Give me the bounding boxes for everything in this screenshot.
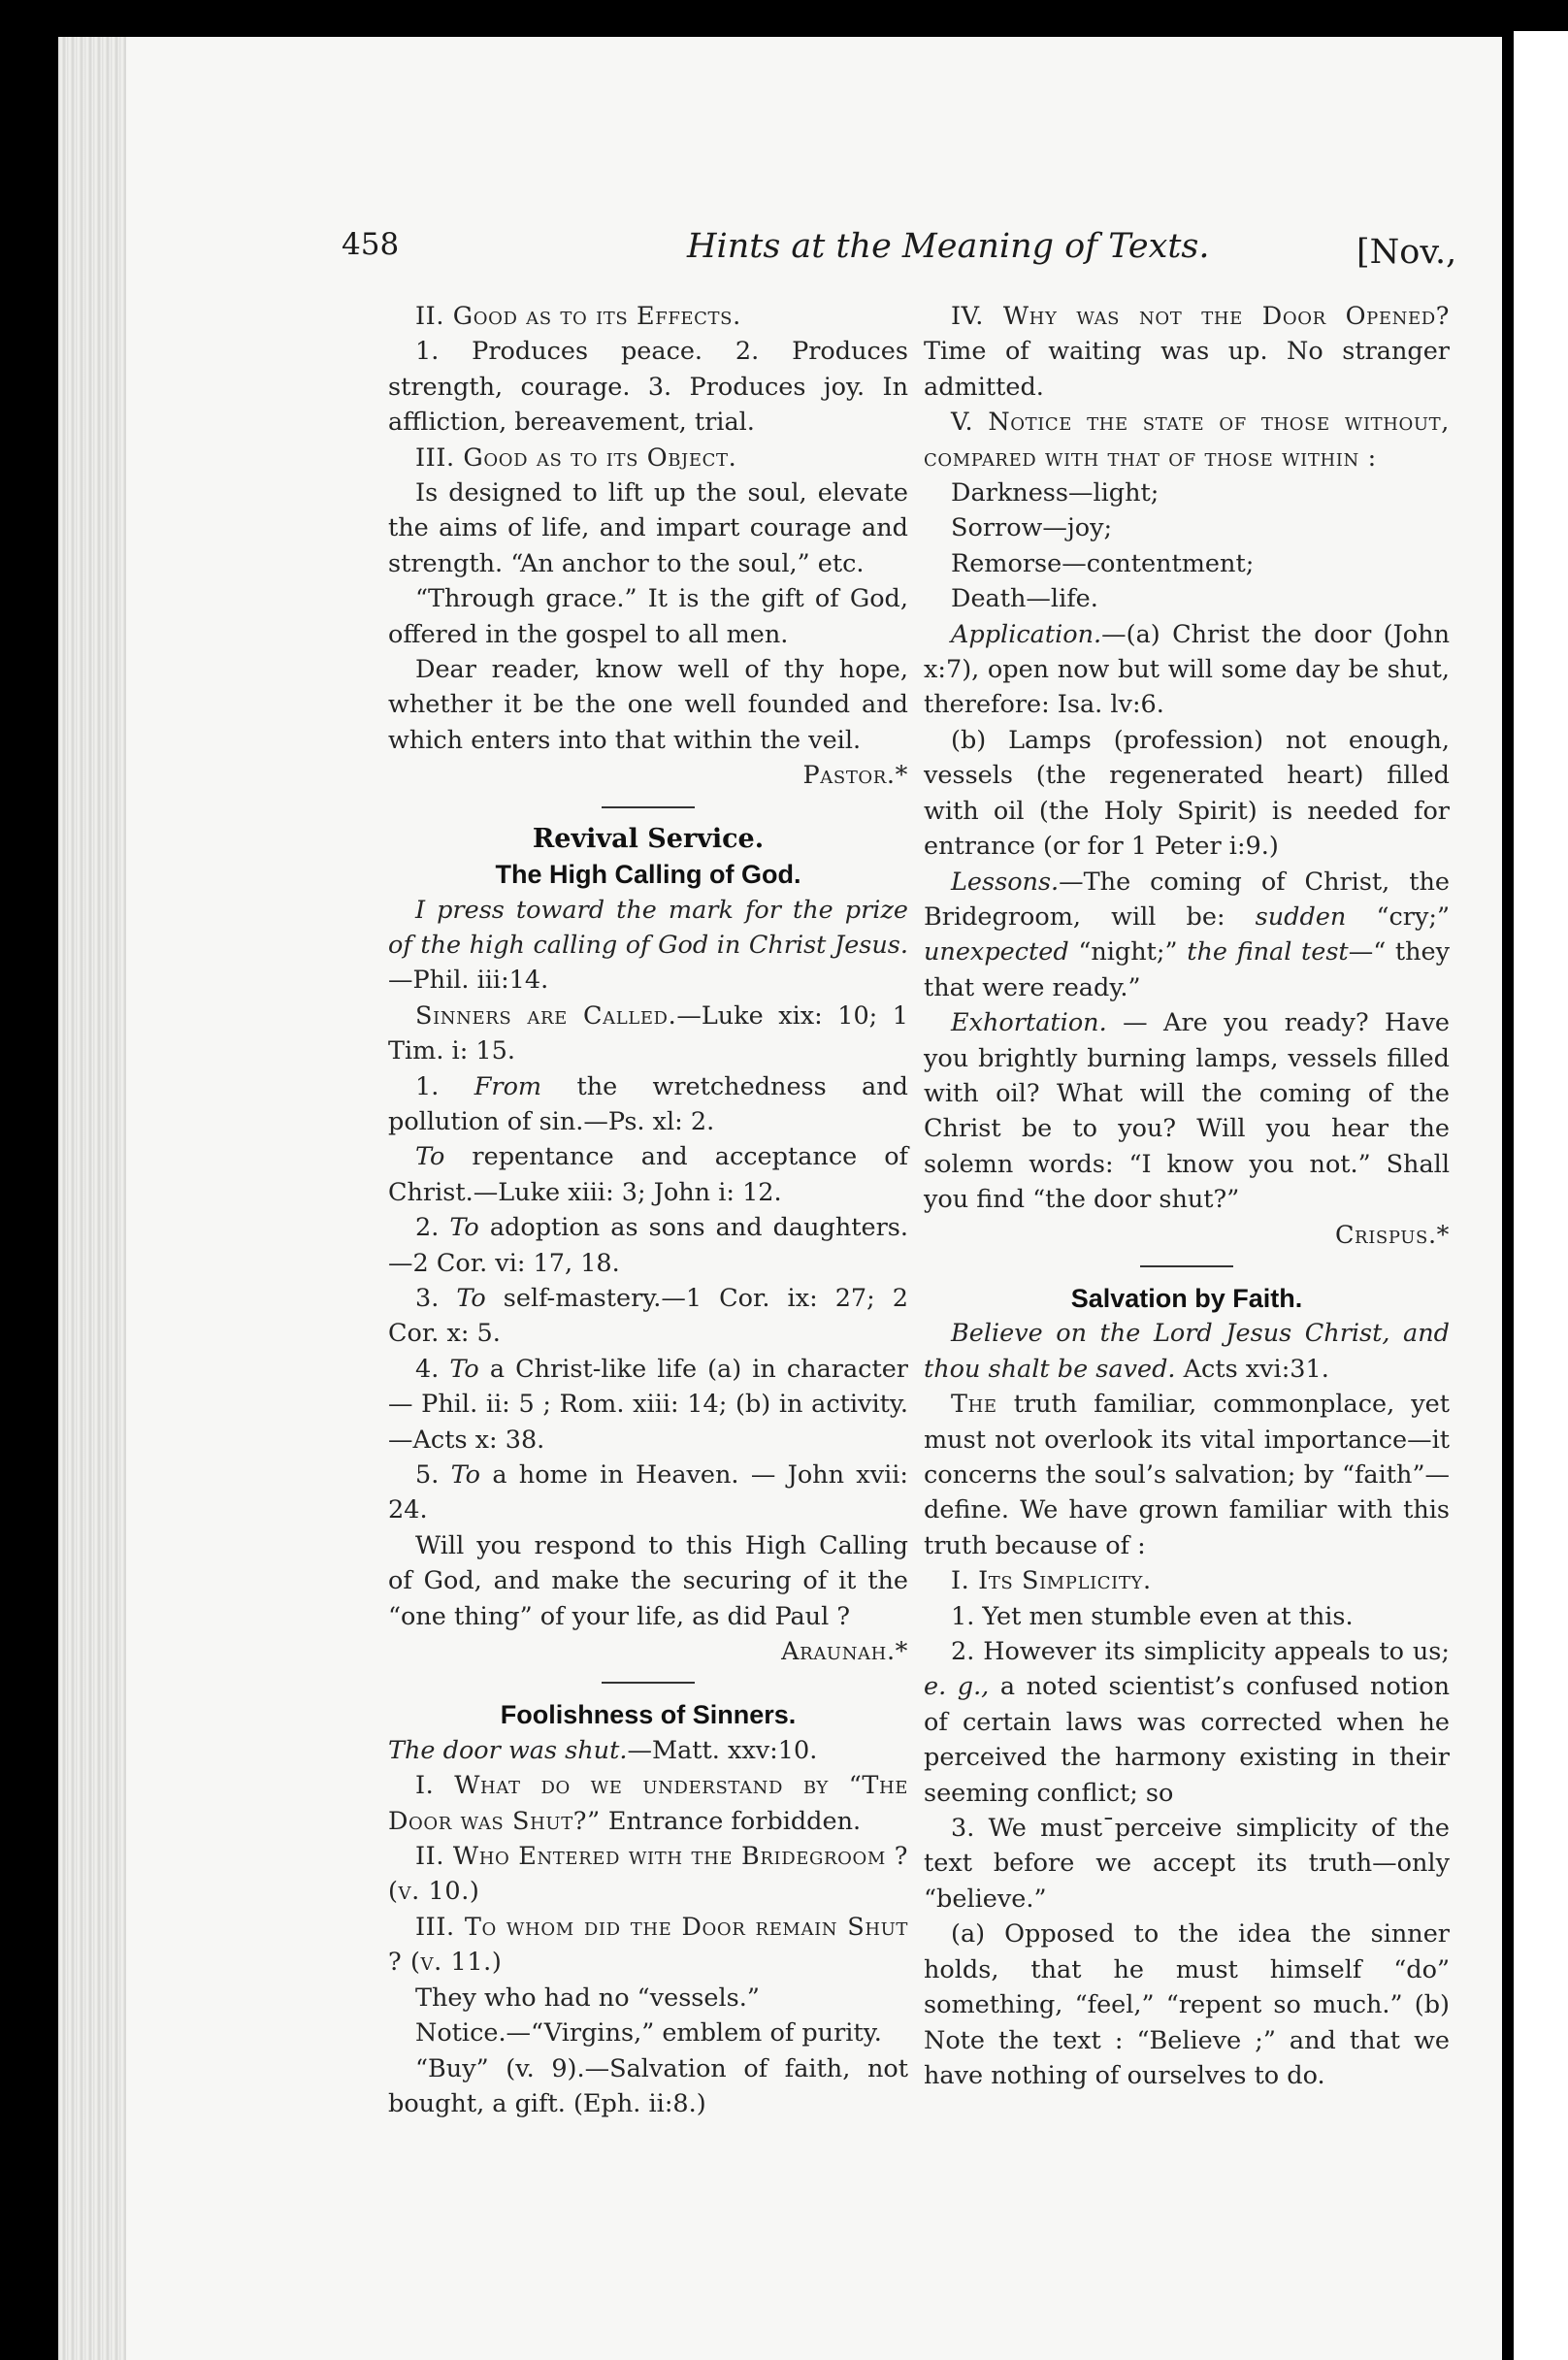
paragraph: Will you respond to this High Calling of God, and make the securing of it the “one thing” of your life, as did Paul ? (388, 1530, 908, 1631)
paragraph: (a) Opposed to the idea the sinner holds, that he must himself “do” something, “feel,” “repent so much.” (b) Note the text : “Believe ;” and that we have nothing of ourselves to do. (924, 1919, 1450, 2090)
paragraph: Application.—(a) Christ the door (John x:7), open now but will some day be shut, therefore: Isa. lv:6. (924, 619, 1450, 720)
running-head: Hints at the Meaning of Texts. (687, 227, 1210, 266)
facing-page-edge (1514, 31, 1568, 2360)
scripture-text (388, 893, 908, 999)
paragraph: They who had no “vessels.” (415, 1983, 760, 2013)
paragraph: Dear reader, know well of thy hope, whether it be the one well founded and which enters into that within the veil. (388, 655, 908, 755)
paragraph: 2. However its simplicity appeals to us; e. g., a noted scientist’s confused notion of certain laws was corrected when he perceived the harmony existing in their seeming conflict; so (924, 1637, 1450, 1808)
paragraph: The truth familiar, commonplace, yet must not overlook its vital importance—it concerns the soul’s salvation; by “faith”—define. We have grown familiar with this truth because of : (924, 1390, 1450, 1560)
paragraph: “Buy” (v. 9).—Salvation of faith, not bought, a gift. (Eph. ii:8.) (388, 2053, 908, 2118)
heading-simplicity: I. Its Simplicity. (951, 1566, 1152, 1596)
scripture-quote: I press toward the mark for the prize of the high calling of God in Christ Jesus. (388, 895, 908, 960)
right-column (924, 299, 1450, 2093)
paragraph: “Through grace.” It is the gift of God, offered in the gospel to all men. (388, 584, 908, 649)
signature: Araunah.* (781, 1637, 908, 1667)
paragraph: 1. Yet men stumble even at this. (951, 1601, 1354, 1631)
paragraph: 4. To a Christ-like life (a) in character — Phil. ii: 5 ; Rom. xiii: 14; (b) in activity.—Acts x: 38. (388, 1354, 908, 1455)
paragraph: Lessons.—The coming of Christ, the Bridegroom, will be: sudden “cry;” unexpected “night;” the final test—“ they that were ready.” (924, 867, 1451, 1002)
contrast-line: Sorrow—joy; (951, 513, 1113, 543)
section-divider (1140, 1265, 1233, 1267)
paragraph: Notice.—“Virgins,” emblem of purity. (415, 2018, 882, 2049)
section-divider (602, 1682, 695, 1684)
scripture-reference: —Matt. xxv:10. (627, 1735, 818, 1765)
paragraph: 1. From the wretchedness and pollution of sin.—Ps. xl: 2. (388, 1071, 908, 1136)
signature: Crispus.* (1334, 1220, 1450, 1250)
left-column (388, 299, 908, 2121)
paragraph: V. Notice the state of those without, compared with that of those within : (924, 408, 1450, 473)
contrast-line: Death—life. (951, 584, 1098, 614)
paragraph: 3. We mustˉperceive simplicity of the text before we accept its truth—only “believe.” (924, 1814, 1450, 1914)
contrast-line: Remorse—contentment; (951, 548, 1255, 578)
scripture-text (388, 1733, 908, 1768)
point-heading: Sinners are Called. (415, 1000, 677, 1031)
signature: Pastor.* (802, 761, 908, 791)
paragraph: 2. To adoption as sons and daughters.—2 Cor. vi: 17, 18. (388, 1213, 908, 1278)
book-page (58, 37, 1502, 2360)
paragraph: To repentance and acceptance of Christ.—Luke xiii: 3; John i: 12. (388, 1142, 908, 1207)
sermon-title: The High Calling of God. (495, 860, 801, 890)
page-number: 458 (342, 227, 400, 262)
paragraph: (b) Lamps (profession) not enough, vessels (the regenerated heart) filled with oil (the Holy Spirit) is needed for entrance (or for 1 Peter i:9.) (924, 725, 1450, 862)
running-head-month: [Nov., (1356, 233, 1457, 272)
paragraph: Is designed to lift up the soul, elevate the aims of life, and impart courage and strength. “An anchor to the soul,” etc. (388, 478, 908, 578)
scripture-text (924, 1316, 1450, 1387)
contrast-line: Darkness—light; (951, 478, 1160, 508)
scripture-quote: Believe on the Lord Jesus Christ, and thou shalt be saved. (924, 1319, 1450, 1384)
scripture-quote: The door was shut. (388, 1735, 628, 1765)
paragraph: 1. Produces peace. 2. Produces strength, courage. 3. Produces joy. In affliction, bereavement, trial. (388, 337, 908, 438)
scripture-reference: Acts xvi:31. (1175, 1354, 1329, 1384)
paragraph: 5. To a home in Heaven. — John xvii: 24. (388, 1460, 908, 1525)
sermon-title: Foolishness of Sinners. (500, 1700, 797, 1730)
sermon-title: Salvation by Faith. (1070, 1283, 1303, 1313)
paragraph (388, 999, 908, 1069)
page-spine-shadow (58, 37, 126, 2360)
heading-good-effects: II. Good as to its Effects. (415, 302, 741, 331)
point-reference: —Luke xix: 10; 1 Tim. i: 15. (388, 1000, 909, 1066)
scripture-reference: —Phil. iii:14. (388, 966, 549, 996)
paragraph: IV. Why was not the Door Opened? Time of waiting was up. No stranger admitted. (924, 302, 1450, 402)
paragraph: III. To whom did the Door remain Shut ? (v. 11.) (388, 1912, 908, 1978)
paragraph: 3. To self-mastery.—1 Cor. ix: 27; 2 Cor. x: 5. (388, 1283, 908, 1349)
paragraph: II. Who Entered with the Bridegroom ? (v. 10.) (388, 1842, 908, 1907)
section-heading: Revival Service. (532, 823, 765, 854)
section-divider (602, 806, 695, 808)
paragraph: I. What do we understand by “The Door was Shut?” Entrance forbidden. (388, 1771, 908, 1836)
heading-good-object: III. Good as to its Object. (415, 442, 737, 473)
paragraph: Exhortation. — Are you ready? Have you brightly burning lamps, vessels filled with oil? What will the coming of the Christ be to you? Will you hear the solemn words: “I know you not.” Shall you find “the door shut?” (924, 1008, 1450, 1215)
